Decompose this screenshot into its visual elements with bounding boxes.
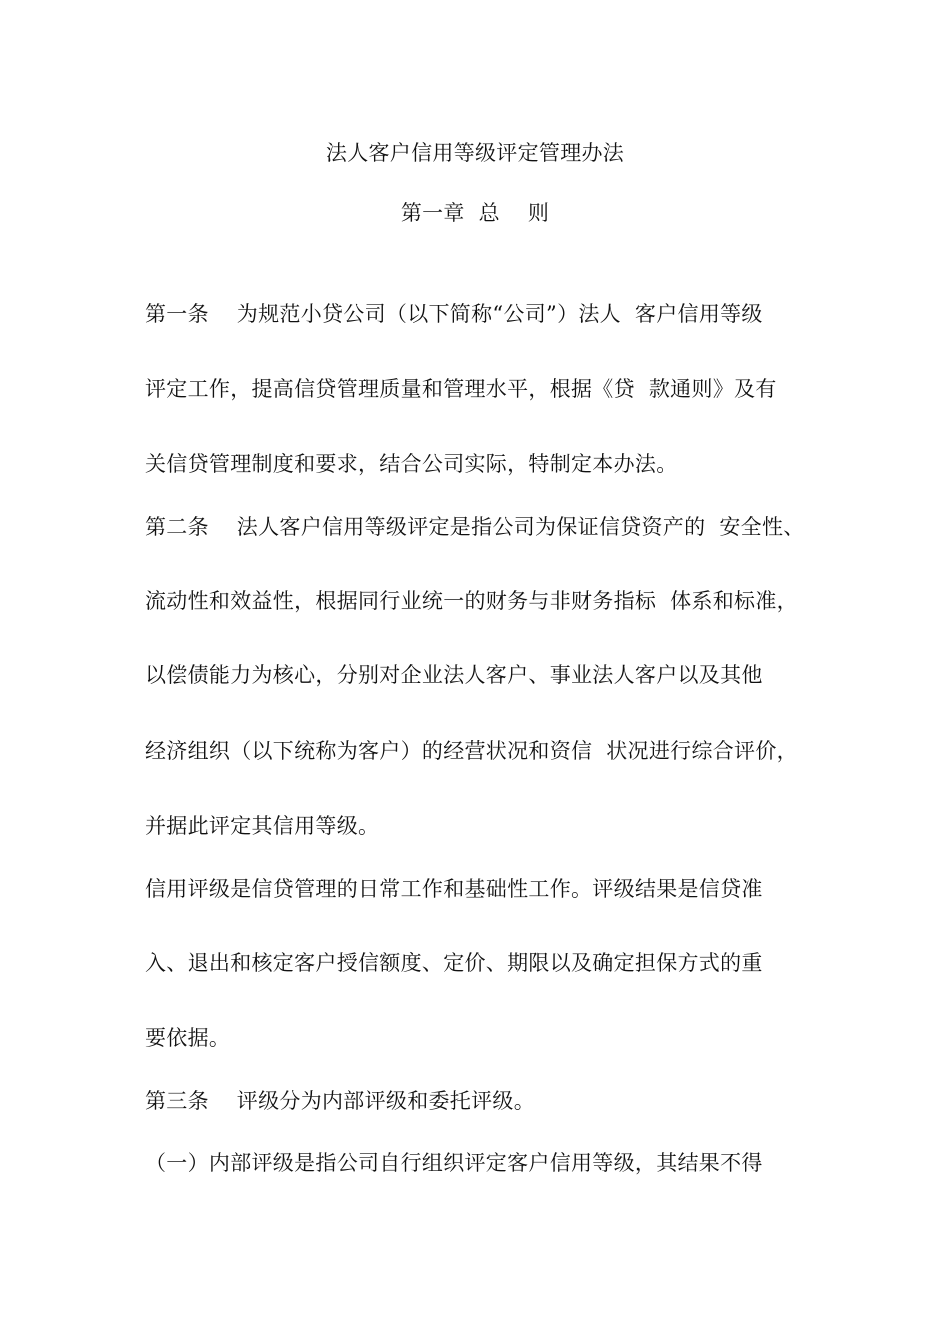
paragraph-line: 评定工作，提高信贷管理质量和管理水平，根据《贷 款通则》及有 <box>145 377 777 401</box>
paragraph-line: 第三条 评级分为内部评级和委托评级。 <box>145 1089 535 1113</box>
paragraph-line: 入、退出和核定客户授信额度、定价、期限以及确定担保方式的重 <box>145 951 763 975</box>
paragraph-line: 要依据。 <box>145 1026 231 1050</box>
paragraph-line: 以偿债能力为核心，分别对企业法人客户、事业法人客户以及其他 <box>145 663 763 687</box>
paragraph-line: 关信贷管理制度和要求，结合公司实际，特制定本办法。 <box>145 452 678 476</box>
paragraph-line: 流动性和效益性，根据同行业统一的财务与非财务指标 体系和标准， <box>145 589 798 613</box>
chapter-heading: 第一章 总 则 <box>400 201 550 225</box>
paragraph-line: 第二条 法人客户信用等级评定是指公司为保证信贷资产的 安全性、 <box>145 515 805 539</box>
document-title: 法人客户信用等级评定管理办法 <box>325 141 625 165</box>
paragraph-line: （一）内部评级是指公司自行组织评定客户信用等级，其结果不得 <box>145 1151 763 1175</box>
paragraph-line: 经济组织（以下统称为客户）的经营状况和资信 状况进行综合评价， <box>145 739 798 763</box>
paragraph-line: 信用评级是信贷管理的日常工作和基础性工作。评级结果是信贷准 <box>145 877 763 901</box>
paragraph-line: 并据此评定其信用等级。 <box>145 814 380 838</box>
paragraph-line: 第一条 为规范小贷公司（以下简称“公司”）法人 客户信用等级 <box>145 302 763 326</box>
